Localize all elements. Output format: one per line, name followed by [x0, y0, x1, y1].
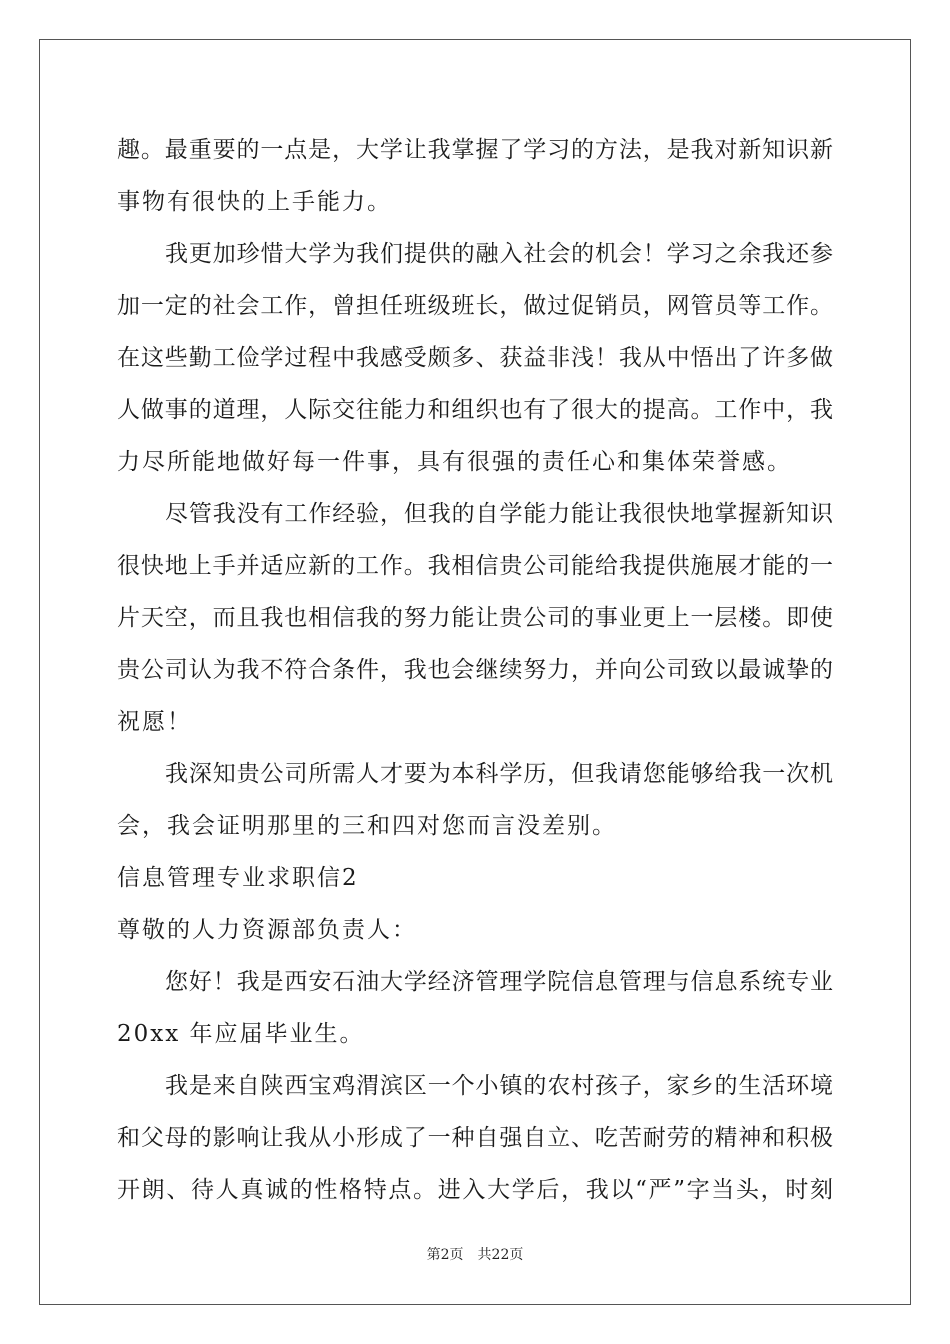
paragraph-first-line: 我是来自陕西宝鸡渭滨区一个小镇的农村孩子，家乡的生活环境 [165, 1073, 833, 1099]
salutation: 尊敬的人力资源部负责人： [117, 917, 417, 943]
text-line: 很快地上手并适应新的工作。我相信贵公司能给我提供施展才能的一 [117, 553, 833, 579]
paragraph-first-line: 我更加珍惜大学为我们提供的融入社会的机会！学习之余我还参 [165, 241, 833, 267]
document-body [117, 124, 833, 1216]
text-line: 人做事的道理，人际交往能力和组织也有了很大的提高。工作中，我 [117, 397, 833, 423]
text-line: 20xx 年应届毕业生。 [117, 1021, 365, 1047]
page-footer [0, 1244, 950, 1264]
text-line: 祝愿！ [117, 709, 192, 735]
paragraph-first-line: 您好！我是西安石油大学经济管理学院信息管理与信息系统专业 [165, 969, 833, 995]
text-line: 力尽所能地做好每一件事，具有很强的责任心和集体荣誉感。 [117, 449, 792, 475]
text-line: 片天空，而且我也相信我的努力能让贵公司的事业更上一层楼。即使 [117, 605, 833, 631]
page-number: 第2页 [426, 1247, 464, 1263]
paragraph-first-line: 我深知贵公司所需人才要为本科学历，但我请您能够给我一次机 [165, 761, 833, 787]
page-total: 共22页 [477, 1247, 524, 1263]
text-line: 贵公司认为我不符合条件，我也会继续努力，并向公司致以最诚挚的 [117, 657, 833, 683]
text-line: 在这些勤工俭学过程中我感受颇多、获益非浅！我从中悟出了许多做 [117, 345, 833, 371]
text-line: 趣。最重要的一点是，大学让我掌握了学习的方法，是我对新知识新 [117, 137, 833, 163]
text-line: 事物有很快的上手能力。 [117, 189, 392, 215]
paragraph-first-line: 尽管我没有工作经验，但我的自学能力能让我很快地掌握新知识 [165, 501, 833, 527]
text-line: 加一定的社会工作，曾担任班级班长，做过促销员，网管员等工作。 [117, 293, 833, 319]
section-heading: 信息管理专业求职信2 [117, 865, 359, 891]
text-line: 和父母的影响让我从小形成了一种自强自立、吃苦耐劳的精神和积极 [117, 1125, 833, 1151]
text-line: 开朗、待人真诚的性格特点。进入大学后，我以“严”字当头，时刻 [117, 1177, 833, 1203]
text-line: 会，我会证明那里的三和四对您而言没差别。 [117, 813, 617, 839]
